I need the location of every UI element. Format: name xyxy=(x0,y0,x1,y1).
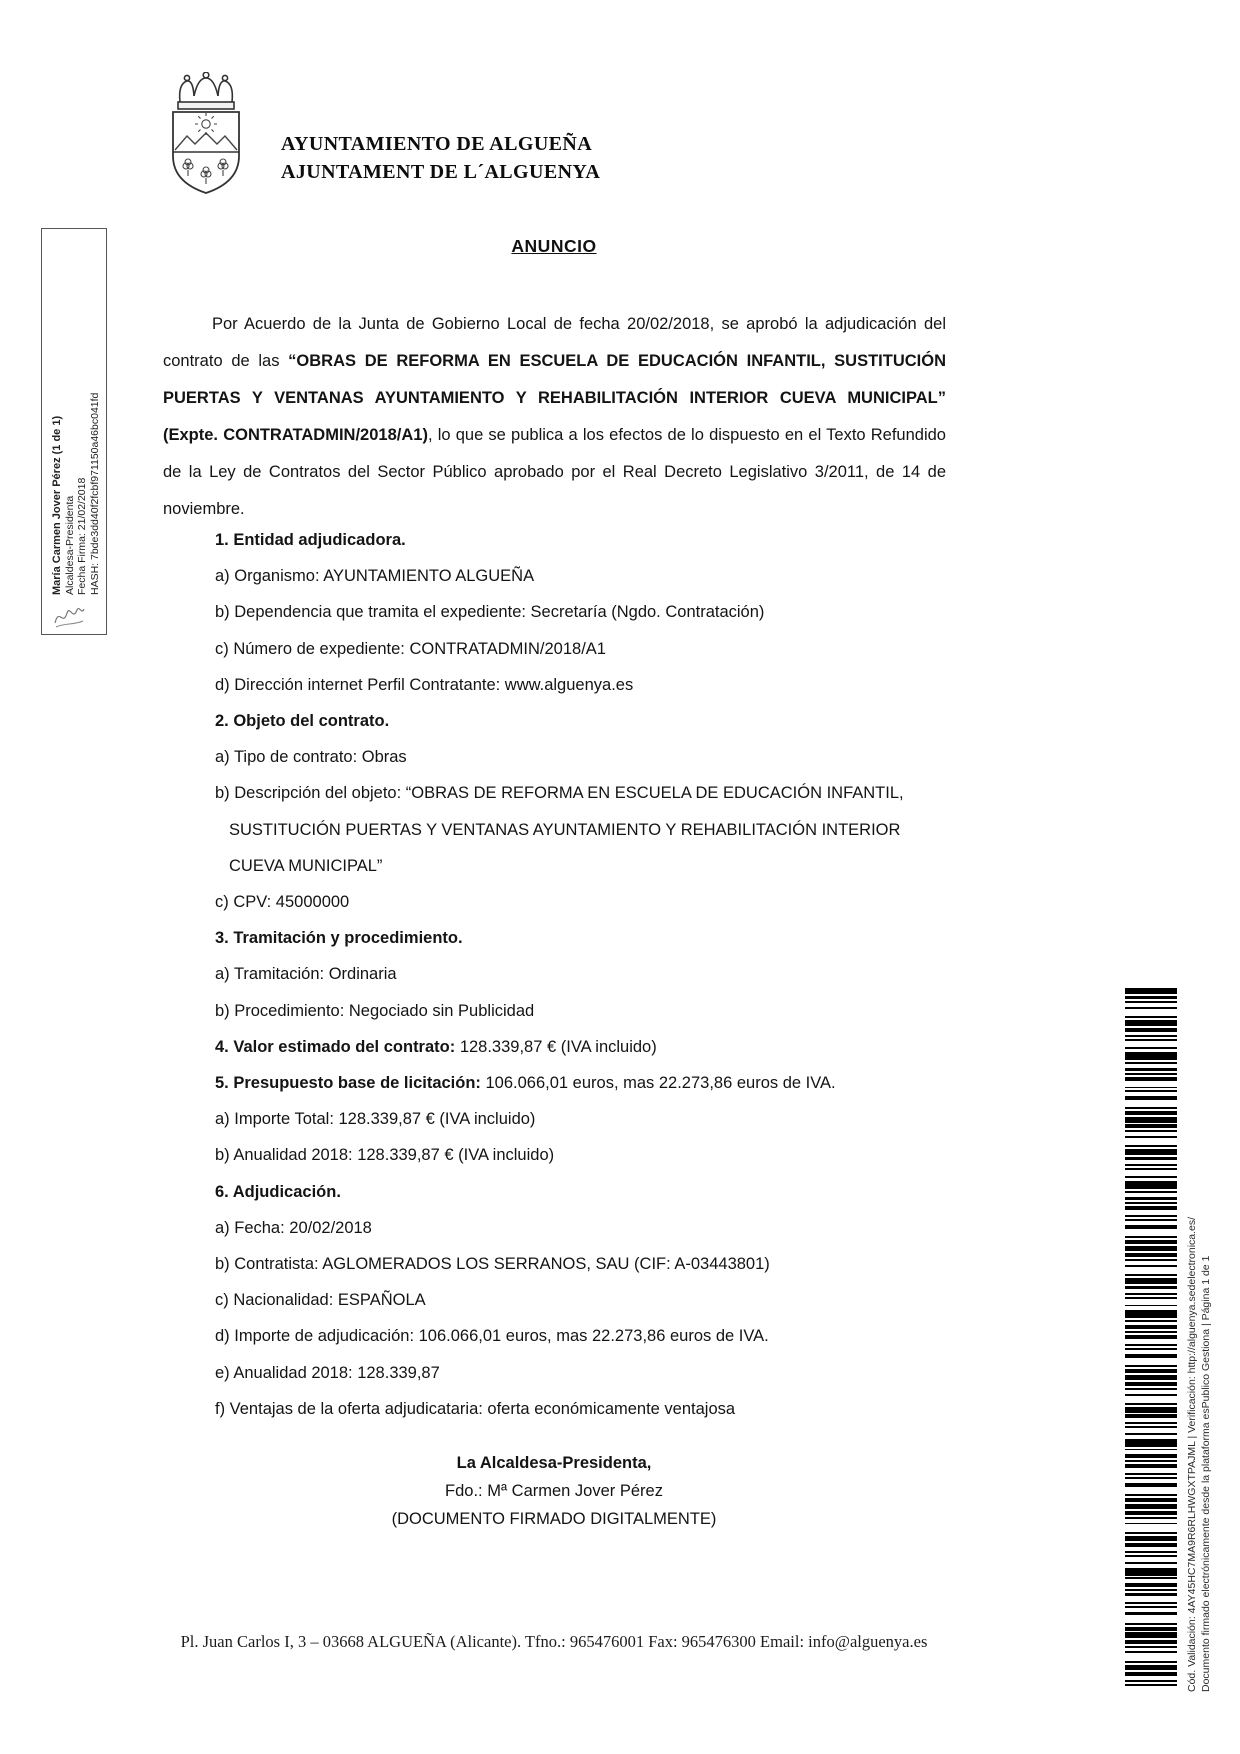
signature-block xyxy=(163,1449,945,1533)
list-item: c) Número de expediente: CONTRATADMIN/2018/A1 xyxy=(215,639,606,658)
signature-hash: HASH: 7bde3dd40f2fcbf971150a46bc041fd xyxy=(88,392,101,595)
footer-address: Pl. Juan Carlos I, 3 – 03668 ALGUEÑA (Alicante). Tfno.: 965476001 Fax: 965476300 Email: info@alguenya.es xyxy=(180,1632,928,1651)
signer-info xyxy=(51,393,101,595)
signature-note: (DOCUMENTO FIRMADO DIGITALMENTE) xyxy=(391,1510,717,1528)
org-title-spanish: AYUNTAMIENTO DE ALGUEÑA xyxy=(281,133,593,155)
announcement-title: ANUNCIO xyxy=(511,236,597,256)
list-item: b) Procedimiento: Negociado sin Publicidad xyxy=(215,1001,535,1020)
list-item: a) Fecha: 20/02/2018 xyxy=(215,1218,372,1237)
validation-info xyxy=(1186,1217,1213,1692)
list-item: b) Anualidad 2018: 128.339,87 € (IVA incluido) xyxy=(215,1146,555,1165)
list-item: 1. Entidad adjudicadora. xyxy=(215,531,406,549)
paragraph-segment: Por Acuerdo de la Junta de Gobierno Local de fecha 20/02/2018, se aprobó la adjudicación del contrato de las xyxy=(163,315,946,370)
list-item: d) Dirección internet Perfil Contratante: www.alguenya.es xyxy=(215,675,634,694)
barcode-bar xyxy=(1125,1439,1177,1447)
paragraph-segment: , lo que se publica a los efectos de lo dispuesto en el Texto Refundido de la Ley de Contratos del Sector Público aprobado por el Real Decreto Legislativo 3/2011, de 14 de noviembre. xyxy=(163,426,946,518)
list-item: 3. Tramitación y procedimiento. xyxy=(215,929,463,948)
signer-role: Alcaldesa-Presidenta xyxy=(63,495,76,595)
org-title xyxy=(281,130,600,186)
coat-of-arms-icon xyxy=(160,72,252,196)
signature-icon xyxy=(52,601,86,631)
signer-name: María Carmen Jover Pérez (1 de 1) xyxy=(51,415,63,595)
list-item: a) Tipo de contrato: Obras xyxy=(215,748,407,767)
barcode-bar xyxy=(1125,1181,1177,1189)
org-title-valencian: AJUNTAMENT DE L´ALGUENYA xyxy=(281,161,601,183)
signature-date: Fecha Firma: 21/02/2018 xyxy=(76,477,88,595)
signer-panel xyxy=(41,228,107,635)
list-item: c) Nacionalidad: ESPAÑOLA xyxy=(215,1291,426,1310)
list-item: 4. Valor estimado del contrato: 128.339,87 € (IVA incluido) xyxy=(215,1037,657,1056)
list-item: b) Contratista: AGLOMERADOS LOS SERRANOS, SAU (CIF: A-03443801) xyxy=(215,1255,770,1274)
list-item: 2. Objeto del contrato. xyxy=(215,712,390,731)
body-paragraph xyxy=(163,306,946,528)
barcode-icon xyxy=(1125,988,1177,1686)
list-item: a) Tramitación: Ordinaria xyxy=(215,965,397,984)
list-item: e) Anualidad 2018: 128.339,87 xyxy=(215,1363,440,1382)
barcode-bar xyxy=(1125,1310,1177,1318)
barcode-bar xyxy=(1125,1568,1177,1576)
signature-role: La Alcaldesa-Presidenta, xyxy=(456,1454,652,1472)
list-item: a) Organismo: AYUNTAMIENTO ALGUEÑA xyxy=(215,567,535,586)
list-item: b) Dependencia que tramita el expediente: Secretaría (Ngdo. Contratación) xyxy=(215,603,765,622)
barcode-bar xyxy=(1125,1052,1177,1060)
list-item: b) Descripción del objeto: “OBRAS DE REFORMA EN ESCUELA DE EDUCACIÓN INFANTIL, SUSTITUCIÓN PUERTAS Y VENTANAS AYUNTAMIENTO Y REHABILITACIÓN INTERIOR CUEVA MUNICIPAL” xyxy=(215,784,904,875)
list-item: f) Ventajas de la oferta adjudicataria: oferta económicamente ventajosa xyxy=(215,1399,736,1418)
list-item: d) Importe de adjudicación: 106.066,01 euros, mas 22.273,86 euros de IVA. xyxy=(215,1327,769,1346)
list-item: 6. Adjudicación. xyxy=(215,1182,341,1201)
list-item: 5. Presupuesto base de licitación: 106.066,01 euros, mas 22.273,86 euros de IVA. xyxy=(215,1074,836,1093)
list-item: c) CPV: 45000000 xyxy=(215,893,350,912)
list-item: a) Importe Total: 128.339,87 € (IVA incluido) xyxy=(215,1110,536,1129)
validation-platform-line: Documento firmado electrónicamente desde la plataforma esPublico Gestiona | Página 1 de 1 xyxy=(1199,1255,1212,1692)
validation-code-line: Cód. Validación: 4AY45HC7MA9R6RLHWGXTPAJML | Verificación: http://alguenya.sedelectronica.es/ xyxy=(1186,1216,1198,1692)
barcode-bar xyxy=(1125,1684,1177,1686)
body-items xyxy=(215,522,950,1427)
paragraph-segment: “OBRAS DE REFORMA EN ESCUELA DE EDUCACIÓN INFANTIL, SUSTITUCIÓN PUERTAS Y VENTANAS AYUNTAMIENTO Y REHABILITACIÓN INTERIOR CUEVA MUNICIPAL” (Expte. CONTRATADMIN/2018/A1) xyxy=(163,352,946,444)
signature-name: Fdo.: Mª Carmen Jover Pérez xyxy=(445,1482,663,1500)
